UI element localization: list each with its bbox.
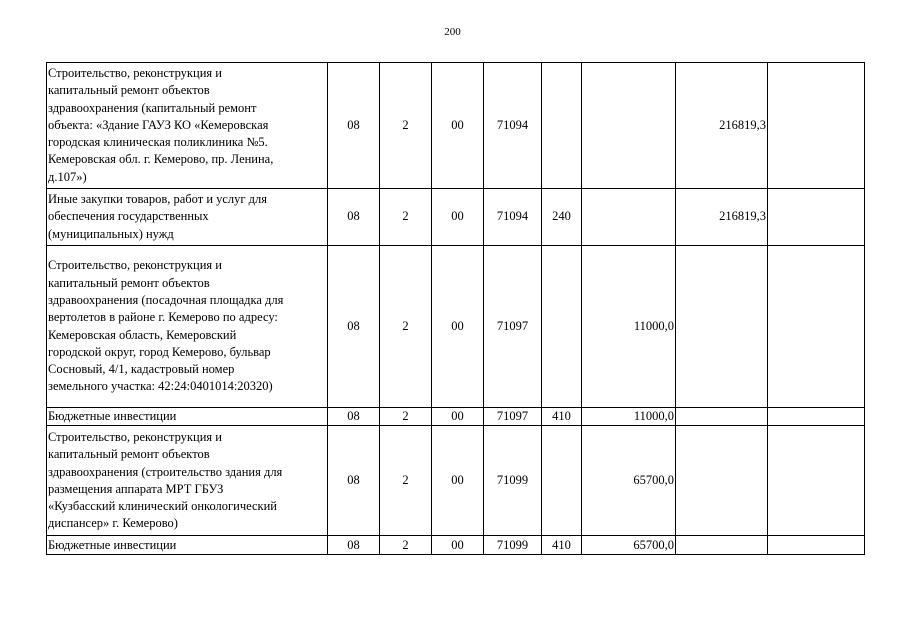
subsection-code: 2 bbox=[380, 426, 432, 536]
expense-type-code: 410 bbox=[542, 536, 582, 555]
amount-1 bbox=[582, 63, 676, 189]
amount-3 bbox=[768, 246, 865, 408]
row-description: Строительство, реконструкция и капитальный ремонт объектов здравоохранения (строительство здания для размещения аппарата МРТ ГБУЗ «Кузбасский клинический онкологический диспансер» г. Кемерово) bbox=[47, 426, 328, 536]
amount-3 bbox=[768, 189, 865, 246]
amount-3 bbox=[768, 408, 865, 426]
table-row bbox=[47, 189, 865, 246]
amount-2 bbox=[676, 408, 768, 426]
direction-code: 71099 bbox=[484, 426, 542, 536]
section-code: 08 bbox=[328, 189, 380, 246]
amount-2 bbox=[676, 426, 768, 536]
amount-1 bbox=[582, 189, 676, 246]
amount-3 bbox=[768, 536, 865, 555]
subsection-code: 2 bbox=[380, 408, 432, 426]
row-description: Строительство, реконструкция и капитальный ремонт объектов здравоохранения (капитальный ремонт объекта: «Здание ГАУЗ КО «Кемеровская городская клиническая поликлиника №5. Кемеровская обл. г. Кемерово, пр. Ленина, д.107») bbox=[47, 63, 328, 189]
amount-1: 11000,0 bbox=[582, 246, 676, 408]
row-description: Иные закупки товаров, работ и услуг для обеспечения государственных (муниципальных) нужд bbox=[47, 189, 328, 246]
subsection-code: 2 bbox=[380, 536, 432, 555]
direction-code: 71097 bbox=[484, 408, 542, 426]
amount-1: 11000,0 bbox=[582, 408, 676, 426]
amount-2: 216819,3 bbox=[676, 63, 768, 189]
section-code: 08 bbox=[328, 246, 380, 408]
subsection-code: 2 bbox=[380, 63, 432, 189]
table-row bbox=[47, 63, 865, 189]
section-code: 08 bbox=[328, 63, 380, 189]
amount-2 bbox=[676, 246, 768, 408]
section-code: 08 bbox=[328, 408, 380, 426]
subsection-code: 2 bbox=[380, 189, 432, 246]
table-row bbox=[47, 426, 865, 536]
page-number: 200 bbox=[444, 26, 461, 38]
expense-type-code bbox=[542, 246, 582, 408]
row-description: Бюджетные инвестиции bbox=[47, 408, 328, 426]
program-code: 00 bbox=[432, 536, 484, 555]
expense-type-code: 240 bbox=[542, 189, 582, 246]
amount-3 bbox=[768, 426, 865, 536]
direction-code: 71097 bbox=[484, 246, 542, 408]
amount-1: 65700,0 bbox=[582, 426, 676, 536]
program-code: 00 bbox=[432, 189, 484, 246]
amount-1: 65700,0 bbox=[582, 536, 676, 555]
section-code: 08 bbox=[328, 536, 380, 555]
amount-2: 216819,3 bbox=[676, 189, 768, 246]
expense-type-code: 410 bbox=[542, 408, 582, 426]
direction-code: 71094 bbox=[484, 63, 542, 189]
program-code: 00 bbox=[432, 408, 484, 426]
direction-code: 71094 bbox=[484, 189, 542, 246]
amount-3 bbox=[768, 63, 865, 189]
subsection-code: 2 bbox=[380, 246, 432, 408]
budget-table bbox=[46, 62, 865, 555]
table-row bbox=[47, 246, 865, 408]
program-code: 00 bbox=[432, 246, 484, 408]
row-description: Бюджетные инвестиции bbox=[47, 536, 328, 555]
amount-2 bbox=[676, 536, 768, 555]
program-code: 00 bbox=[432, 426, 484, 536]
direction-code: 71099 bbox=[484, 536, 542, 555]
row-description: Строительство, реконструкция и капитальный ремонт объектов здравоохранения (посадочная площадка для вертолетов в районе г. Кемерово по адресу: Кемеровская область, Кемеровский городской округ, город Кемерово, бульвар Сосновый, 4/1, кадастровый номер земельного участка: 42:24:0401014:20320) bbox=[47, 246, 328, 408]
expense-type-code bbox=[542, 63, 582, 189]
section-code: 08 bbox=[328, 426, 380, 536]
table-row bbox=[47, 408, 865, 426]
expense-type-code bbox=[542, 426, 582, 536]
program-code: 00 bbox=[432, 63, 484, 189]
table-row bbox=[47, 536, 865, 555]
